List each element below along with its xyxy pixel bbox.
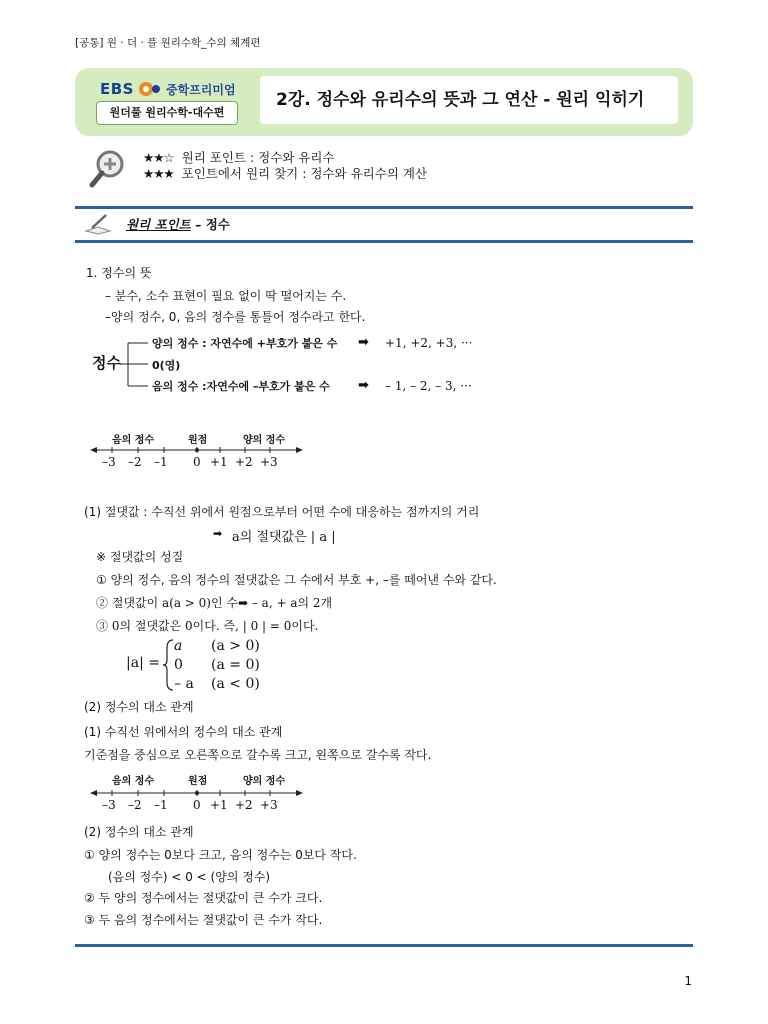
arrow-icon: ➡: [358, 335, 369, 350]
tick-label: +2: [235, 455, 253, 469]
absolute-prop-2: ② 절댓값이 a(a > 0)인 수➡ – a, + a의 2개: [96, 596, 333, 610]
order-rule-3: ③ 두 음의 정수에서는 절댓값이 큰 수가 작다.: [84, 913, 323, 927]
tick-label: –1: [154, 455, 168, 469]
tick-label: –3: [102, 798, 116, 812]
order-sub-1: (1) 수직선 위에서의 정수의 대소 관계: [84, 725, 283, 739]
numberline-negative-label: 음의 정수: [112, 435, 155, 446]
case-expr: 0: [174, 657, 183, 673]
piecewise-lhs: |a| =: [126, 655, 160, 671]
tick-label: –1: [154, 798, 168, 812]
tick-label: +1: [210, 455, 228, 469]
definition-line-1: – 분수, 소수 표현이 필요 없이 딱 떨어지는 수.: [105, 289, 347, 303]
ebs-logo-icon: [139, 80, 161, 98]
page-number: 1: [684, 974, 692, 988]
order-sub-1-desc: 기준점을 중심으로 오른쪽으로 갈수록 크고, 왼쪽으로 갈수록 작다.: [84, 748, 432, 762]
tick-label: –3: [102, 455, 116, 469]
order-heading: (2) 정수의 대소 관계: [84, 700, 194, 714]
tick-label: +3: [260, 798, 278, 812]
rating-stars: ★★☆: [143, 150, 174, 165]
ebs-logo-text: EBS: [100, 80, 134, 98]
absolute-props-heading: ※ 절댓값의 성질: [96, 550, 184, 564]
ebs-premium-label: 중학프리미엄: [166, 83, 236, 97]
definition-line-2: –양의 정수, 0, 음의 정수를 통틀어 정수라고 한다.: [105, 310, 366, 324]
tick-label: +3: [260, 455, 278, 469]
order-sub-2: (2) 정수의 대소 관계: [84, 825, 194, 839]
case-cond: (a < 0): [211, 676, 260, 692]
definition-heading: 1. 정수의 뜻: [86, 266, 152, 280]
point-line-2: [143, 164, 427, 182]
classification-bracket: [120, 340, 150, 392]
numberline-negative-label: 음의 정수: [112, 776, 155, 787]
tick-label: 0: [193, 798, 201, 812]
section-title: 원리 포인트 – 정수: [126, 217, 230, 232]
case-cond: (a = 0): [211, 657, 260, 673]
case-expr: – a: [174, 676, 194, 692]
numberline-origin-label: 원점: [188, 776, 208, 787]
zero-label: 0(영): [152, 359, 181, 372]
rating-stars: ★★★: [143, 166, 174, 181]
order-rule-2: ② 두 양의 정수에서는 절댓값이 큰 수가 크다.: [84, 891, 323, 905]
tick-label: +2: [235, 798, 253, 812]
integer-root-label: 정수: [92, 354, 121, 372]
numberline-positive-label: 양의 정수: [243, 776, 286, 787]
numberline-positive-label: 양의 정수: [243, 435, 286, 446]
case-expr: a: [174, 638, 183, 654]
case-cond: (a > 0): [211, 638, 260, 654]
absolute-prop-1: ① 양의 정수, 음의 정수의 절댓값은 그 수에서 부호 +, –를 떼어낸 수와 같다.: [96, 573, 497, 587]
tick-label: –2: [128, 798, 142, 812]
positive-examples: +1, +2, +3, ···: [385, 336, 473, 350]
absolute-prop-3: ③ 0의 절댓값은 0이다. 즉, | 0 | = 0이다.: [96, 619, 319, 633]
point-text: 원리 포인트 : 정수와 유리수: [181, 150, 335, 165]
section-bottom-rule: [75, 240, 693, 243]
absolute-value-notation: a의 절댓값은 | a |: [232, 530, 336, 545]
positive-integer-desc: 양의 정수 : 자연수에 +부호가 붙은 수: [152, 337, 338, 350]
document-header: [공통] 원 · 더 · 플 원리수학_수의 체계편: [75, 37, 261, 49]
negative-integer-desc: 음의 정수 :자연수에 –부호가 붙은 수: [152, 380, 330, 393]
order-rule-1: ① 양의 정수는 0보다 크고, 음의 정수는 0보다 작다.: [84, 848, 357, 862]
absolute-value-definition: (1) 절댓값 : 수직선 위에서 원점으로부터 어떤 수에 대응하는 점까지의 거리: [84, 505, 480, 519]
book-title-pill: 원더풀 원리수학-대수편: [96, 101, 238, 125]
arrow-icon: ➡: [358, 378, 369, 393]
page-bottom-rule: [75, 944, 693, 947]
numberline-origin-label: 원점: [188, 435, 208, 446]
magnifier-icon: [88, 148, 130, 190]
section-top-rule: [75, 206, 693, 209]
point-text: 포인트에서 원리 찾기 : 정수와 유리수의 계산: [181, 166, 428, 181]
tick-label: –2: [128, 455, 142, 469]
order-rule-1-inequality: (음의 정수) < 0 < (양의 정수): [108, 870, 271, 884]
tick-label: 0: [193, 455, 201, 469]
lecture-title: 2강. 정수와 유리수의 뜻과 그 연산 - 원리 익히기: [260, 76, 678, 124]
arrow-icon: ➡: [213, 527, 223, 540]
pencil-note-icon: [84, 213, 112, 235]
tick-label: +1: [210, 798, 228, 812]
negative-examples: – 1, – 2, – 3, ···: [385, 379, 472, 393]
